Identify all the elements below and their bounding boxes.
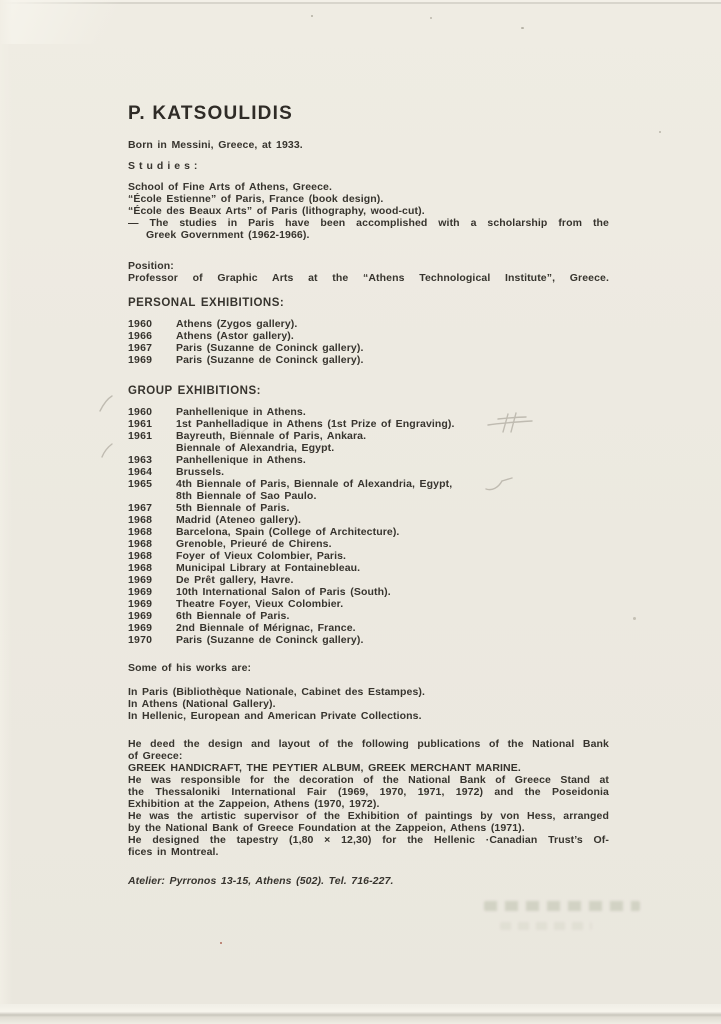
commissions-line: by the National Bank of Greece Foundation at the Zappeion, Athens (1971). bbox=[128, 822, 525, 834]
exhibition-year: 1969 bbox=[128, 586, 153, 598]
studies-line: “École des Beaux Arts” of Paris (lithography, wood-cut). bbox=[128, 205, 425, 217]
exhibition-line: Barcelona, Spain (College of Architecture). bbox=[176, 526, 400, 538]
studies-line: “École Estienne” of Paris, France (book design). bbox=[128, 193, 384, 205]
exhibition-line: Bayreuth, Biennale of Paris, Ankara. bbox=[176, 430, 367, 442]
exhibition-year: 1969 bbox=[128, 354, 153, 366]
exhibition-lines bbox=[176, 466, 609, 478]
works-heading: Some of his works are: bbox=[128, 662, 252, 674]
exhibition-line: Athens (Zygos gallery). bbox=[176, 318, 298, 330]
exhibition-lines bbox=[176, 526, 609, 538]
exhibition-row bbox=[128, 454, 609, 466]
exhibition-lines bbox=[176, 342, 609, 354]
ghost-text bbox=[484, 901, 640, 911]
personal-exhibitions-heading: PERSONAL EXHIBITIONS: bbox=[128, 297, 285, 309]
exhibition-row bbox=[128, 586, 609, 598]
position-line: Professor of Graphic Arts at the “Athens Technological Institute”, Greece. bbox=[128, 272, 609, 284]
exhibition-row bbox=[128, 318, 609, 330]
exhibition-line: Paris (Suzanne de Coninck gallery). bbox=[176, 342, 364, 354]
exhibition-line: 8th Biennale of Sao Paulo. bbox=[176, 490, 317, 502]
studies-heading: Studies: bbox=[128, 160, 202, 172]
exhibition-year: 1961 bbox=[128, 430, 153, 442]
exhibition-row bbox=[128, 622, 609, 634]
group-exhibitions-heading: GROUP EXHIBITIONS: bbox=[128, 385, 261, 397]
born-line: Born in Messini, Greece, at 1933. bbox=[128, 139, 303, 151]
exhibition-line: 5th Biennale of Paris. bbox=[176, 502, 290, 514]
exhibition-year: 1970 bbox=[128, 634, 153, 646]
paper-speck bbox=[430, 17, 432, 19]
exhibition-lines bbox=[176, 454, 609, 466]
paper-speck bbox=[521, 27, 524, 29]
commissions-line: Exhibition at the Zappeion, Athens (1970, 1972). bbox=[128, 798, 380, 810]
exhibition-line: Theatre Foyer, Vieux Colombier. bbox=[176, 598, 344, 610]
pencil-check-icon bbox=[236, 427, 250, 439]
pencil-check-icon bbox=[100, 443, 114, 459]
exhibition-row bbox=[128, 502, 609, 514]
page-title: P. KATSOULIDIS bbox=[128, 103, 293, 124]
studies-lines bbox=[128, 181, 609, 241]
exhibition-row bbox=[128, 418, 609, 430]
exhibition-line: Paris (Suzanne de Coninck gallery). bbox=[176, 354, 364, 366]
exhibition-year: 1968 bbox=[128, 550, 153, 562]
position-heading: Position: bbox=[128, 260, 174, 272]
exhibition-row bbox=[128, 562, 609, 574]
commissions-line: GREEK HANDICRAFT, THE PEYTIER ALBUM, GREEK MERCHANT MARINE. bbox=[128, 762, 521, 774]
pencil-check-icon bbox=[98, 395, 114, 413]
exhibition-lines bbox=[176, 574, 609, 586]
exhibition-line: Panhellenique in Athens. bbox=[176, 406, 306, 418]
exhibition-row bbox=[128, 330, 609, 342]
exhibition-lines bbox=[176, 538, 609, 550]
exhibition-year: 1968 bbox=[128, 514, 153, 526]
exhibition-year: 1960 bbox=[128, 318, 153, 330]
exhibition-row bbox=[128, 354, 609, 366]
exhibition-lines bbox=[176, 330, 609, 342]
exhibition-year: 1969 bbox=[128, 598, 153, 610]
exhibition-line: 6th Biennale of Paris. bbox=[176, 610, 290, 622]
exhibition-line: Biennale of Alexandria, Egypt. bbox=[176, 442, 335, 454]
works-line: In Hellenic, European and American Private Collections. bbox=[128, 710, 422, 722]
exhibition-lines bbox=[176, 406, 609, 418]
exhibition-line: 10th International Salon of Paris (South). bbox=[176, 586, 391, 598]
paper-speck bbox=[633, 617, 636, 620]
commissions-line: He was the artistic supervisor of the Exhibition of paintings by von Hess, arranged bbox=[128, 810, 609, 822]
exhibition-line: Paris (Suzanne de Coninck gallery). bbox=[176, 634, 364, 646]
commissions-line: of Greece: bbox=[128, 750, 183, 762]
works-lines bbox=[128, 686, 609, 722]
exhibition-year: 1961 bbox=[128, 418, 153, 430]
commissions-line: He was responsible for the decoration of the National Bank of Greece Stand at bbox=[128, 774, 609, 786]
group-exhibitions-list bbox=[128, 406, 609, 646]
exhibition-row bbox=[128, 574, 609, 586]
studies-line: Greek Government (1962-1966). bbox=[146, 229, 310, 241]
exhibition-lines bbox=[176, 586, 609, 598]
paper-speck bbox=[311, 15, 313, 17]
page-bottom-edge bbox=[0, 1004, 721, 1024]
exhibition-line: Foyer of Vieux Colombier, Paris. bbox=[176, 550, 347, 562]
exhibition-row bbox=[128, 610, 609, 622]
pencil-check-icon bbox=[484, 476, 514, 492]
exhibition-lines bbox=[176, 562, 609, 574]
exhibition-row bbox=[128, 550, 609, 562]
exhibition-row bbox=[128, 514, 609, 526]
exhibition-year: 1968 bbox=[128, 538, 153, 550]
exhibition-row bbox=[128, 598, 609, 610]
exhibition-row bbox=[128, 526, 609, 538]
commissions-line: the Thessaloniki International Fair (1969, 1970, 1971, 1972) and the Poseidonia bbox=[128, 786, 609, 798]
exhibition-year: 1965 bbox=[128, 478, 153, 490]
exhibition-lines bbox=[176, 622, 609, 634]
exhibition-row bbox=[128, 466, 609, 478]
exhibition-lines bbox=[176, 598, 609, 610]
exhibition-year: 1963 bbox=[128, 454, 153, 466]
exhibition-lines bbox=[176, 514, 609, 526]
exhibition-row bbox=[128, 478, 609, 502]
exhibition-year: 1960 bbox=[128, 406, 153, 418]
exhibition-year: 1969 bbox=[128, 610, 153, 622]
exhibition-lines bbox=[176, 634, 609, 646]
atelier-line: Atelier: Pyrronos 13-15, Athens (502). Tel. 716-227. bbox=[128, 875, 394, 887]
document-content bbox=[128, 104, 609, 887]
page-left-edge bbox=[0, 0, 12, 1024]
commissions-line: He designed the tapestry (1,80 × 12,30) for the Hellenic ·Canadian Trust’s Of- bbox=[128, 834, 609, 846]
exhibition-lines bbox=[176, 550, 609, 562]
studies-line: School of Fine Arts of Athens, Greece. bbox=[128, 181, 332, 193]
exhibition-line: 2nd Biennale of Mérignac, France. bbox=[176, 622, 356, 634]
exhibition-line: 4th Biennale of Paris, Biennale of Alexandria, Egypt, bbox=[176, 478, 453, 490]
exhibition-lines bbox=[176, 610, 609, 622]
exhibition-lines bbox=[176, 354, 609, 366]
works-line: In Athens (National Gallery). bbox=[128, 698, 276, 710]
page-corner-light bbox=[0, 0, 170, 44]
personal-exhibitions-list bbox=[128, 318, 609, 366]
exhibition-row bbox=[128, 538, 609, 550]
commissions-line: He deed the design and layout of the following publications of the National Bank bbox=[128, 738, 609, 750]
exhibition-year: 1964 bbox=[128, 466, 153, 478]
commissions-line: fices in Montreal. bbox=[128, 846, 219, 858]
exhibition-year: 1969 bbox=[128, 574, 153, 586]
pencil-scribble-icon bbox=[486, 411, 536, 435]
exhibition-line: Grenoble, Prieuré de Chirens. bbox=[176, 538, 332, 550]
exhibition-lines bbox=[176, 478, 609, 502]
exhibition-row bbox=[128, 406, 609, 418]
exhibition-year: 1968 bbox=[128, 562, 153, 574]
exhibition-row bbox=[128, 342, 609, 354]
exhibition-lines bbox=[176, 502, 609, 514]
studies-line: — The studies in Paris have been accomplished with a scholarship from the bbox=[128, 217, 609, 229]
exhibition-line: Municipal Library at Fontainebleau. bbox=[176, 562, 361, 574]
exhibition-lines bbox=[176, 318, 609, 330]
exhibition-year: 1966 bbox=[128, 330, 153, 342]
exhibition-line: Brussels. bbox=[176, 466, 225, 478]
exhibition-row bbox=[128, 634, 609, 646]
exhibition-line: Athens (Astor gallery). bbox=[176, 330, 294, 342]
commissions-paragraphs bbox=[128, 738, 609, 858]
exhibition-year: 1969 bbox=[128, 622, 153, 634]
position-lines bbox=[128, 272, 609, 284]
exhibition-year: 1967 bbox=[128, 502, 153, 514]
paper-speck bbox=[220, 942, 222, 944]
exhibition-year: 1967 bbox=[128, 342, 153, 354]
paper-speck bbox=[659, 131, 661, 133]
ghost-text bbox=[500, 922, 592, 930]
exhibition-year: 1968 bbox=[128, 526, 153, 538]
exhibition-line: Panhellenique in Athens. bbox=[176, 454, 306, 466]
works-line: In Paris (Bibliothèque Nationale, Cabinet des Estampes). bbox=[128, 686, 425, 698]
exhibition-line: 1st Panhelladique in Athens (1st Prize of Engraving). bbox=[176, 418, 455, 430]
exhibition-line: Madrid (Ateneo gallery). bbox=[176, 514, 302, 526]
exhibition-line: De Prêt gallery, Havre. bbox=[176, 574, 294, 586]
exhibition-row bbox=[128, 430, 609, 454]
